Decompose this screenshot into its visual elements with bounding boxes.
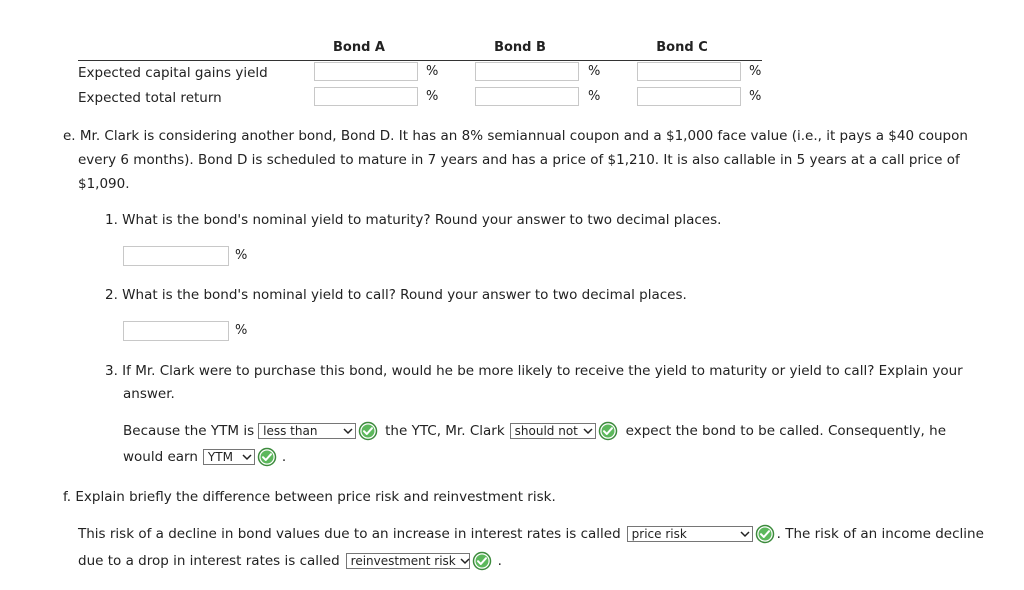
row-label-total-return: Expected total return — [78, 90, 222, 106]
price-risk-select[interactable] — [627, 526, 753, 542]
header-bond-a: Bond A — [333, 40, 385, 55]
check-circle-icon — [257, 447, 277, 467]
chevron-down-icon — [740, 529, 750, 539]
bond-b-total-return-input[interactable] — [475, 87, 579, 106]
yield-earned-select[interactable] — [203, 449, 255, 465]
part-e-line-2: every 6 months). Bond D is scheduled to mature in 7 years and has a price of $1,210. It is also callable in 5 years at a call price of — [78, 152, 960, 168]
price-risk-value: price risk — [631, 527, 687, 541]
check-circle-icon — [598, 421, 618, 441]
bond-a-total-return-input[interactable] — [314, 87, 418, 106]
bond-b-total-return-unit: % — [588, 89, 601, 104]
check-circle-icon — [472, 551, 492, 571]
part-f-text-3: due to a drop in interest rates is called — [78, 553, 340, 569]
yield-earned-value: YTM — [207, 450, 233, 464]
check-circle-icon — [755, 524, 775, 544]
answer-text-3: expect the bond to be called. Consequently, he — [625, 423, 946, 439]
chevron-down-icon — [583, 426, 593, 436]
part-f-text-2: . The risk of an income decline — [776, 526, 984, 542]
reinvestment-risk-value: reinvestment risk — [350, 554, 456, 568]
chevron-down-icon — [343, 426, 353, 436]
check-circle-icon — [358, 421, 378, 441]
bond-c-total-return-input[interactable] — [637, 87, 741, 106]
ytc-unit: % — [235, 323, 248, 338]
bond-c-capital-gains-unit: % — [749, 64, 762, 79]
bond-c-capital-gains-input[interactable] — [637, 62, 741, 81]
question-3-line-1: 3. If Mr. Clark were to purchase this bond, would he be more likely to receive the yield to maturity or yield to call? Explain your — [105, 363, 963, 379]
bond-a-capital-gains-input[interactable] — [314, 62, 418, 81]
header-bond-c: Bond C — [656, 40, 708, 55]
part-e-line-3: $1,090. — [78, 176, 130, 192]
ytc-input[interactable] — [123, 321, 229, 341]
header-bond-b: Bond B — [494, 40, 546, 55]
answer-text-4: would earn — [123, 449, 198, 465]
chevron-down-icon — [460, 556, 470, 566]
reinvestment-risk-select[interactable] — [346, 553, 470, 569]
ytm-input[interactable] — [123, 246, 229, 266]
part-f-text-1: This risk of a decline in bond values due to an increase in interest rates is called — [78, 526, 621, 542]
bond-a-total-return-unit: % — [426, 89, 439, 104]
answer-text-5: . — [281, 449, 287, 465]
ytm-unit: % — [235, 248, 248, 263]
question-3-line-2: answer. — [123, 386, 175, 402]
bond-b-capital-gains-input[interactable] — [475, 62, 579, 81]
part-f-heading: f. Explain briefly the difference between price risk and reinvestment risk. — [63, 489, 556, 505]
question-1: 1. What is the bond's nominal yield to maturity? Round your answer to two decimal places. — [105, 212, 722, 228]
bond-a-capital-gains-unit: % — [426, 64, 439, 79]
part-e-line-1: e. Mr. Clark is considering another bond, Bond D. It has an 8% semiannual coupon and a $1,000 face value (i.e., it pays a $40 coupon — [63, 128, 968, 144]
ytm-comparison-select[interactable] — [258, 423, 356, 439]
table-divider — [78, 60, 762, 61]
expectation-value: should not — [514, 424, 578, 438]
bond-b-capital-gains-unit: % — [588, 64, 601, 79]
ytm-comparison-value: less than — [263, 424, 318, 438]
answer-text-1: Because the YTM is — [123, 423, 255, 439]
answer-text-2: the YTC, Mr. Clark — [385, 423, 505, 439]
chevron-down-icon — [242, 452, 252, 462]
row-label-capital-gains: Expected capital gains yield — [78, 65, 268, 81]
question-2: 2. What is the bond's nominal yield to call? Round your answer to two decimal places. — [105, 287, 687, 303]
expectation-select[interactable] — [510, 423, 596, 439]
part-f-text-4: . — [497, 553, 502, 569]
bond-c-total-return-unit: % — [749, 89, 762, 104]
